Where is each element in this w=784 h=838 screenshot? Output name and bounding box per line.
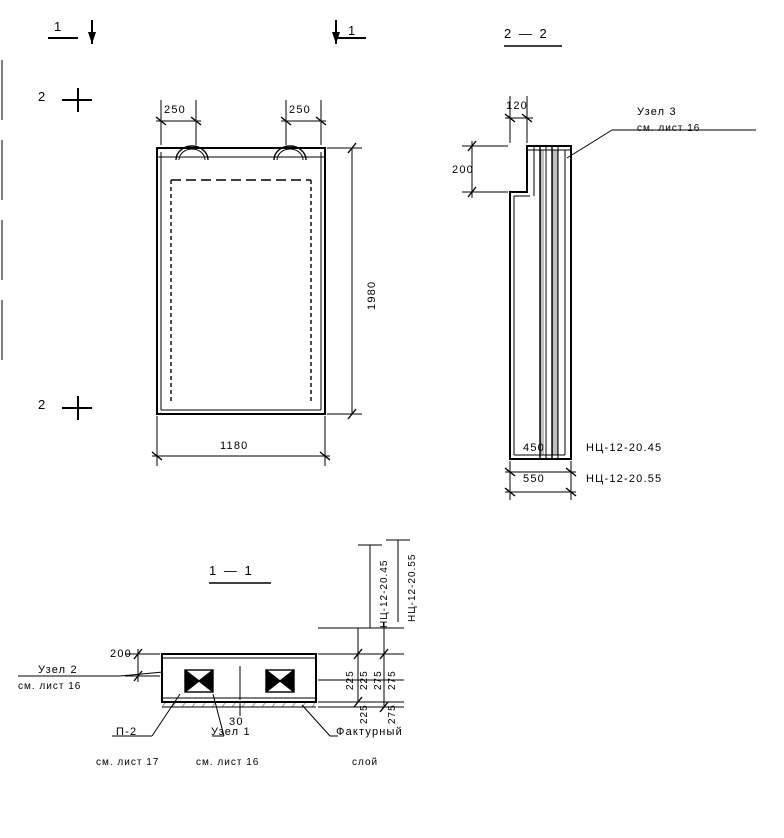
callout-fakturny-sub: слой: [352, 757, 379, 768]
code-vert-550: НЦ-12-20.55: [407, 553, 418, 622]
section-mark-2-upper: 2: [38, 89, 47, 104]
dim-120: 120: [506, 100, 528, 112]
dim-200-sec22: 200: [452, 164, 474, 176]
callout-node3-title: Узел 3: [637, 106, 677, 118]
section-mark-1-top-left: 1: [54, 19, 63, 34]
title-section-1-1: 1 — 1: [209, 563, 254, 578]
dim-200-sec11: 200: [110, 648, 132, 660]
dim-250-left: 250: [164, 104, 186, 116]
dim-275-a: 275: [387, 670, 398, 690]
dim-1180: 1180: [220, 440, 249, 452]
callout-node2-title: Узел 2: [38, 664, 78, 676]
section-mark-1-top-mid: 1: [348, 23, 357, 38]
code-450: НЦ-12-20.45: [586, 442, 663, 454]
callout-node3-sub: см. лист 16: [637, 123, 701, 134]
dim-250-right: 250: [289, 104, 311, 116]
dim-225-c: 225: [345, 670, 356, 690]
dim-450: 450: [523, 442, 545, 454]
dim-550: 550: [523, 473, 545, 485]
callout-p2-sub: см. лист 17: [96, 757, 160, 768]
callout-p2-title: П-2: [116, 726, 138, 738]
dim-225-a: 225: [359, 670, 370, 690]
dim-275-b: 275: [387, 704, 398, 724]
dim-275-c: 275: [373, 670, 384, 690]
code-550: НЦ-12-20.55: [586, 473, 663, 485]
title-section-2-2: 2 — 2: [504, 26, 549, 41]
dim-225-b: 225: [359, 704, 370, 724]
dim-1980: 1980: [366, 280, 378, 310]
section-mark-2-lower: 2: [38, 397, 47, 412]
callout-node2-sub: см. лист 16: [18, 681, 82, 692]
callout-node1-sub: см. лист 16: [196, 757, 260, 768]
callout-node1-title: Узел 1: [211, 726, 251, 738]
code-vert-450: НЦ-12-20.45: [379, 559, 390, 628]
callout-fakturny-title: Фактурный: [336, 726, 403, 738]
dim-30: 30: [229, 716, 244, 728]
